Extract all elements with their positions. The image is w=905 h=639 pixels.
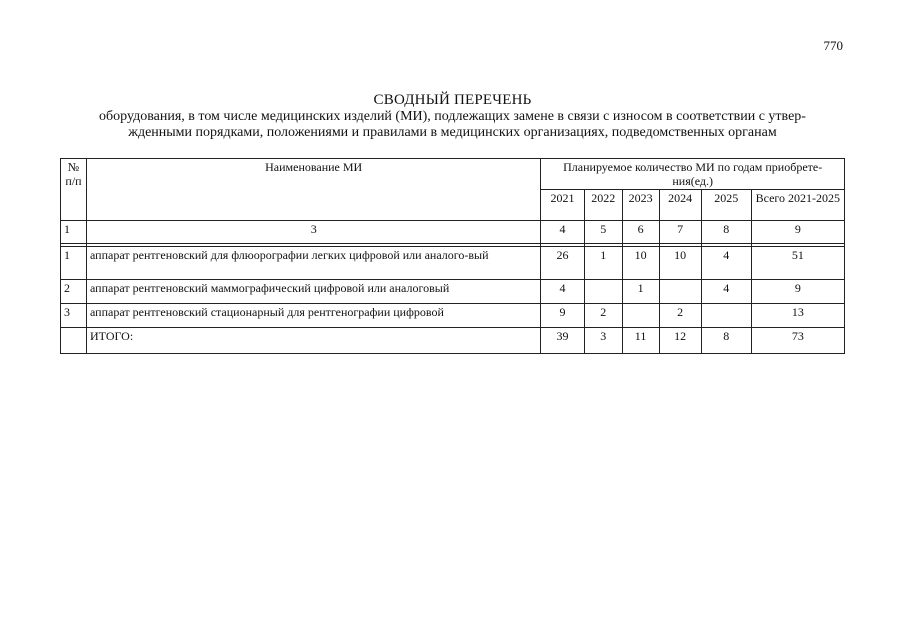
row-2021: 9	[541, 304, 584, 328]
total-no	[61, 328, 87, 354]
header-year: 2024	[659, 190, 701, 221]
header-no: № п/п	[61, 159, 87, 221]
total-2024: 12	[659, 328, 701, 354]
column-number: 5	[584, 221, 622, 244]
total-row	[61, 328, 845, 354]
row-2025	[701, 304, 751, 328]
total-2021: 39	[541, 328, 584, 354]
header-planned: Планируемое количество МИ по годам приобрете-ния(ед.)	[541, 159, 845, 190]
subtitle-line-2: жденными порядками, положениями и правилами в медицинских организациях, подведомственных органам	[128, 125, 777, 140]
total-label: ИТОГО:	[87, 328, 541, 354]
row-name: аппарат рентгеновский для флюорографии легких цифровой или аналого-вый	[87, 247, 541, 280]
row-name: аппарат рентгеновский маммографический цифровой или аналоговый	[87, 280, 541, 304]
header-total: Всего 2021-2025	[751, 190, 844, 221]
row-name: аппарат рентгеновский стационарный для рентгенографии цифровой	[87, 304, 541, 328]
row-2025: 4	[701, 280, 751, 304]
document-title: СВОДНЫЙ ПЕРЕЧЕНЬ	[373, 92, 532, 108]
column-number: 4	[541, 221, 584, 244]
row-2023: 10	[622, 247, 659, 280]
column-number: 7	[659, 221, 701, 244]
total-2023: 11	[622, 328, 659, 354]
document-subtitle	[55, 109, 850, 141]
row-2021: 26	[541, 247, 584, 280]
column-number: 1	[61, 221, 87, 244]
row-2023	[622, 304, 659, 328]
row-total: 9	[751, 280, 844, 304]
row-2022	[584, 280, 622, 304]
header-name: Наименование МИ	[87, 159, 541, 221]
equipment-table	[60, 158, 845, 354]
total-sum: 73	[751, 328, 844, 354]
table-row	[61, 280, 845, 304]
header-year: 2021	[541, 190, 584, 221]
row-no: 1	[61, 247, 87, 280]
page-number: 770	[823, 38, 843, 53]
table-row	[61, 247, 845, 280]
column-number: 9	[751, 221, 844, 244]
row-2023: 1	[622, 280, 659, 304]
row-no: 3	[61, 304, 87, 328]
header-row	[61, 159, 845, 190]
column-number: 6	[622, 221, 659, 244]
row-2024	[659, 280, 701, 304]
header-year: 2025	[701, 190, 751, 221]
row-total: 13	[751, 304, 844, 328]
header-year: 2023	[622, 190, 659, 221]
header-year: 2022	[584, 190, 622, 221]
total-2025: 8	[701, 328, 751, 354]
row-2024: 2	[659, 304, 701, 328]
subtitle-line-1: оборудования, в том числе медицинских изделий (МИ), подлежащих замене в связи с износом в соответствии с утвер-	[99, 109, 806, 124]
row-2025: 4	[701, 247, 751, 280]
row-2024: 10	[659, 247, 701, 280]
row-2021: 4	[541, 280, 584, 304]
column-number: 8	[701, 221, 751, 244]
row-2022: 1	[584, 247, 622, 280]
row-total: 51	[751, 247, 844, 280]
table-row	[61, 304, 845, 328]
row-no: 2	[61, 280, 87, 304]
column-number: 3	[87, 221, 541, 244]
total-2022: 3	[584, 328, 622, 354]
column-numbering-row	[61, 221, 845, 244]
row-2022: 2	[584, 304, 622, 328]
